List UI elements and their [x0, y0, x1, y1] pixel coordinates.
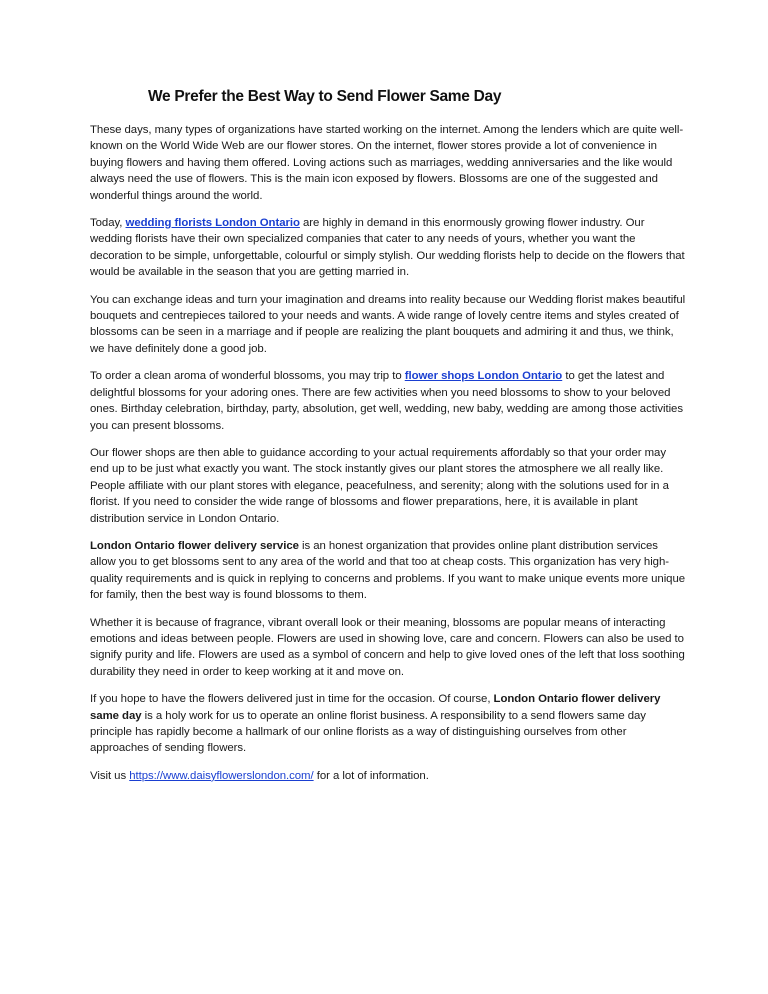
paragraph-same-day — [90, 691, 686, 757]
text-segment: Visit us — [90, 769, 130, 782]
text-segment: Today, — [90, 217, 126, 230]
paragraph-visit — [90, 768, 686, 784]
text-segment: To order a clean aroma of wonderful blossoms, you may trip to — [90, 370, 405, 383]
text-segment: to get the latest and delightful blossoms for your adoring ones. There are few activities when you need blossoms to show to your beloved ones. Birthday celebration, birthday, party, absolution, get well, wedding, new baby, wedding are among those activities you can present blossoms. — [90, 370, 683, 432]
text-segment: is an honest organization that provides online plant distribution services allow you to get blossoms sent to any area of the world and that too at cheap costs. This organization has very high-quality requirements and is quick in replying to concerns and problems. If you want to make unique events more unique for family, then the best way is found blossoms to them. — [90, 539, 686, 602]
paragraph-wedding-florists — [90, 215, 686, 281]
text-segment: If you hope to have the flowers delivered just in time for the occasion. Of course, — [90, 693, 494, 706]
paragraph-flower-shops: Our flower shops are then able to guidance according to your actual requirements affordably so that your order may end up to be just what exactly you want. The stock instantly gives our plant stores the atmosphere we all really like. People affiliate with our plant stores with elegance, peacefulness, and serenity; along with the solutions used for in a florist. If you need to consider the wide range of blossoms and flower preparations, here, it is available in plant distribution service in London Ontario. — [90, 446, 669, 525]
paragraph-order — [90, 368, 686, 434]
paragraph-delivery-service — [90, 538, 686, 604]
paragraph-intro: These days, many types of organizations have started working on the internet. Among the lenders which are quite well-known on the World Wide Web are our flower stores. On the internet, flower stores provide a lot of convenience in buying flowers and having them offered. Loving actions such as marriages, wedding anniversaries and the like would always need the use of flowers. This is the main icon exposed by flowers. Blossoms are one of the suggested and wonderful things around the world. — [90, 124, 684, 202]
document-title: We Prefer the Best Way to Send Flower Same Day — [148, 88, 502, 105]
delivery-service-strong: London Ontario flower delivery service — [90, 539, 299, 552]
text-segment: are highly in demand in this enormously growing flower industry. Our wedding florists have their own specialized companies that cater to any needs of yours, whether you want the decoration to be simple, unforgettable, colourful or simply stylish. Our wedding florists help to decide on the flowers that would be available in the season that you are getting married in. — [90, 217, 685, 279]
text-segment: is a holy work for us to operate an online florist business. A responsibility to a send flowers same day principle has rapidly become a hallmark of our online florists as a way of distinguishing ourselves from other approaches of sending flowers. — [90, 709, 646, 755]
document-page — [90, 88, 686, 795]
paragraph-fragrance: Whether it is because of fragrance, vibrant overall look or their meaning, blossoms are popular means of interacting emotions and ideas between people. Flowers are used in showing love, care and concern. Flowers can also be used to signify purity and life. Flowers are used as a symbol of concern and help to give loved ones of the left that loss soothing durability they need in order to keep working at it and move on. — [90, 616, 685, 678]
flower-shops-link[interactable]: flower shops London Ontario — [404, 370, 563, 383]
paragraph-ideas: You can exchange ideas and turn your imagination and dreams into reality because our Wedding florist makes beautiful bouquets and centrepieces tailored to your needs and wants. A wide range of lovely centre items and styles created of blossoms can be seen in a marriage and if people are realizing the plant bouquets and admiring it and thus, we think, we have definitely done a good job. — [90, 293, 686, 355]
website-link[interactable]: https://www.daisyflowerslondon.com/ — [129, 769, 314, 782]
same-day-strong: London Ontario flower delivery same day — [90, 693, 661, 722]
text-segment: for a lot of information. — [313, 769, 429, 782]
wedding-florists-link[interactable]: wedding florists London Ontario — [125, 217, 300, 230]
